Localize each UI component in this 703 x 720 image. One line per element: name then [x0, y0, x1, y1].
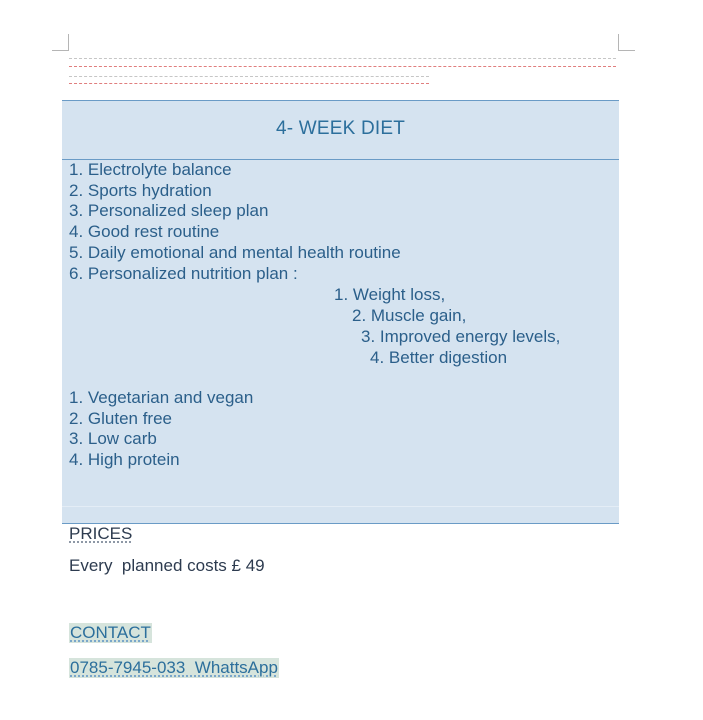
nutrition-goal-item[interactable]: 2. Muscle gain, — [352, 306, 467, 325]
header-dashed-line-red — [69, 83, 429, 84]
nutrition-goal-item[interactable]: 4. Better digestion — [370, 348, 508, 367]
diet-title-row — [62, 101, 619, 160]
diet-table — [62, 100, 619, 524]
header-dashed-line-red — [69, 66, 616, 67]
crop-mark-top-left — [52, 34, 69, 51]
prices-heading[interactable]: PRICES — [69, 524, 133, 543]
list-item[interactable]: 2. Sports hydration — [69, 180, 212, 200]
list-item[interactable]: 2. Gluten free — [69, 408, 173, 428]
nutrition-goal-item[interactable]: 3. Improved energy levels, — [361, 327, 561, 346]
table-divider — [62, 506, 619, 507]
diet-title[interactable]: 4- WEEK DIET — [275, 118, 406, 139]
list-item[interactable]: 5. Daily emotional and mental health routine — [69, 242, 401, 262]
header-dashed-line — [69, 76, 429, 77]
header-dashed-line — [69, 58, 616, 59]
diet-types-list — [69, 388, 253, 471]
list-item[interactable]: 3. Personalized sleep plan — [69, 201, 269, 221]
contact-heading[interactable]: CONTACT — [70, 623, 151, 642]
prices-text[interactable]: Every planned costs £ 49 — [69, 556, 265, 575]
crop-mark-top-right — [618, 34, 635, 51]
list-item[interactable]: 6. Personalized nutrition plan : — [69, 263, 298, 283]
services-list — [69, 160, 401, 284]
list-item[interactable]: 4. Good rest routine — [69, 222, 220, 242]
list-item[interactable]: 1. Electrolyte balance — [69, 160, 232, 179]
list-item[interactable]: 3. Low carb — [69, 429, 157, 449]
contact-phone[interactable]: 0785-7945-033 WhattsApp — [70, 658, 278, 677]
list-item[interactable]: 4. High protein — [69, 450, 180, 470]
list-item[interactable]: 1. Vegetarian and vegan — [69, 388, 254, 407]
nutrition-goal-item[interactable]: 1. Weight loss, — [334, 285, 446, 304]
